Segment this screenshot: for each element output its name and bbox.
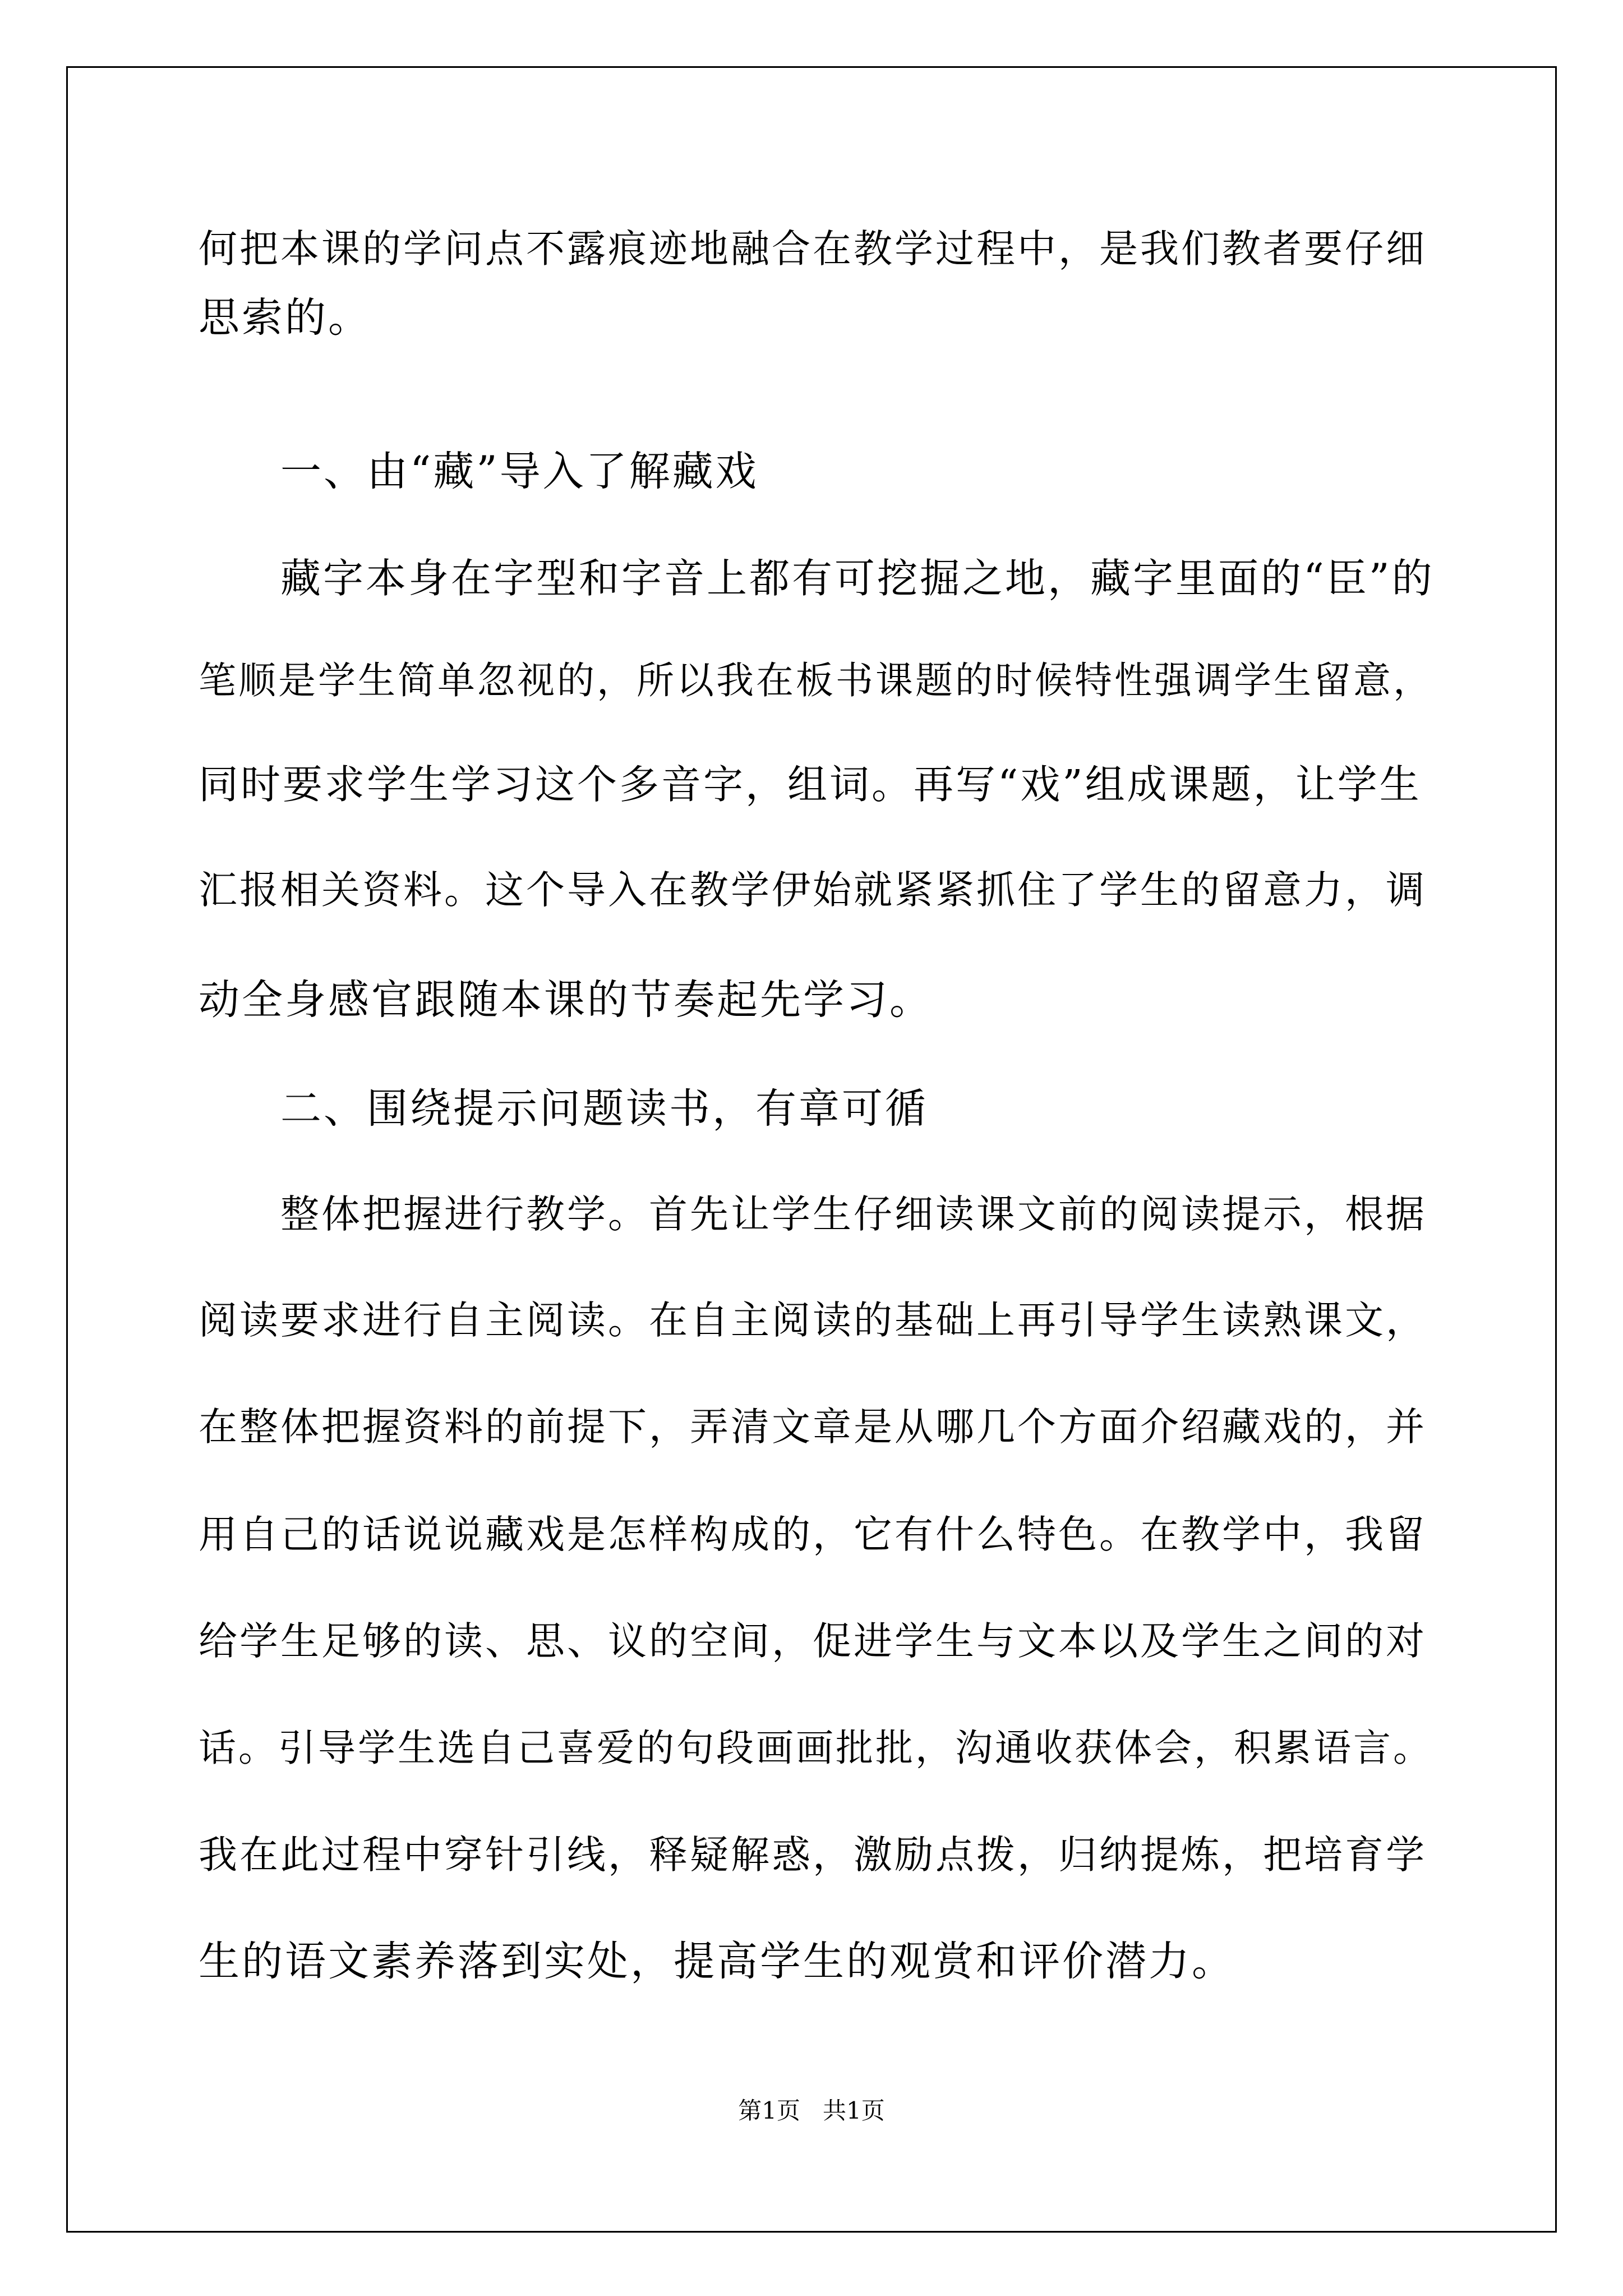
text-line: 思索的。	[199, 294, 371, 342]
text-line: 给学生足够的读、思、议的空间，促进学生与文本以及学生之间的对	[199, 1619, 1427, 1664]
text-line: 我在此过程中穿针引线，释疑解惑，激励点拨，归纳提炼，把培育学	[199, 1833, 1427, 1878]
text-line: 何把本课的学问点不露痕迹地融合在教学过程中，是我们教者要仔细	[199, 227, 1427, 272]
text-line: 话。引导学生选自己喜爱的句段画画批批，沟通收获体会，积累语言。	[199, 1726, 1433, 1770]
text-line: 汇报相关资料。这个导入在教学伊始就紧紧抓住了学生的留意力，调	[199, 868, 1427, 913]
page-number-footer: 第1页 共1页	[738, 2097, 885, 2124]
text-line: 动全身感官跟随本课的节奏起先学习。	[199, 976, 933, 1024]
text-line: 整体把握进行教学。首先让学生仔细读课文前的阅读提示，根据	[280, 1192, 1427, 1237]
section-heading: 二、围绕提示问题读书，有章可循	[280, 1085, 928, 1133]
text-line: 生的语文素养落到实处，提高学生的观赏和评价潜力。	[199, 1938, 1235, 1985]
text-line: 藏字本身在字型和字音上都有可挖掘之地，藏字里面的“臣”的	[280, 555, 1435, 602]
text-line: 用自己的话说说藏戏是怎样构成的，它有什么特色。在教学中，我留	[199, 1512, 1427, 1557]
section-heading: 一、由“藏”导入了解藏戏	[280, 448, 759, 495]
page-border	[66, 66, 1557, 2233]
text-line: 在整体把握资料的前提下，弄清文章是从哪几个方面介绍藏戏的，并	[199, 1405, 1427, 1450]
text-line: 笔顺是学生简单忽视的，所以我在板书课题的时候特性强调学生留意，	[199, 659, 1433, 702]
text-line: 同时要求学生学习这个多音字，组词。再写“戏”组成课题，让学生	[199, 761, 1422, 808]
text-line: 阅读要求进行自主阅读。在自主阅读的基础上再引导学生读熟课文，	[199, 1298, 1427, 1343]
